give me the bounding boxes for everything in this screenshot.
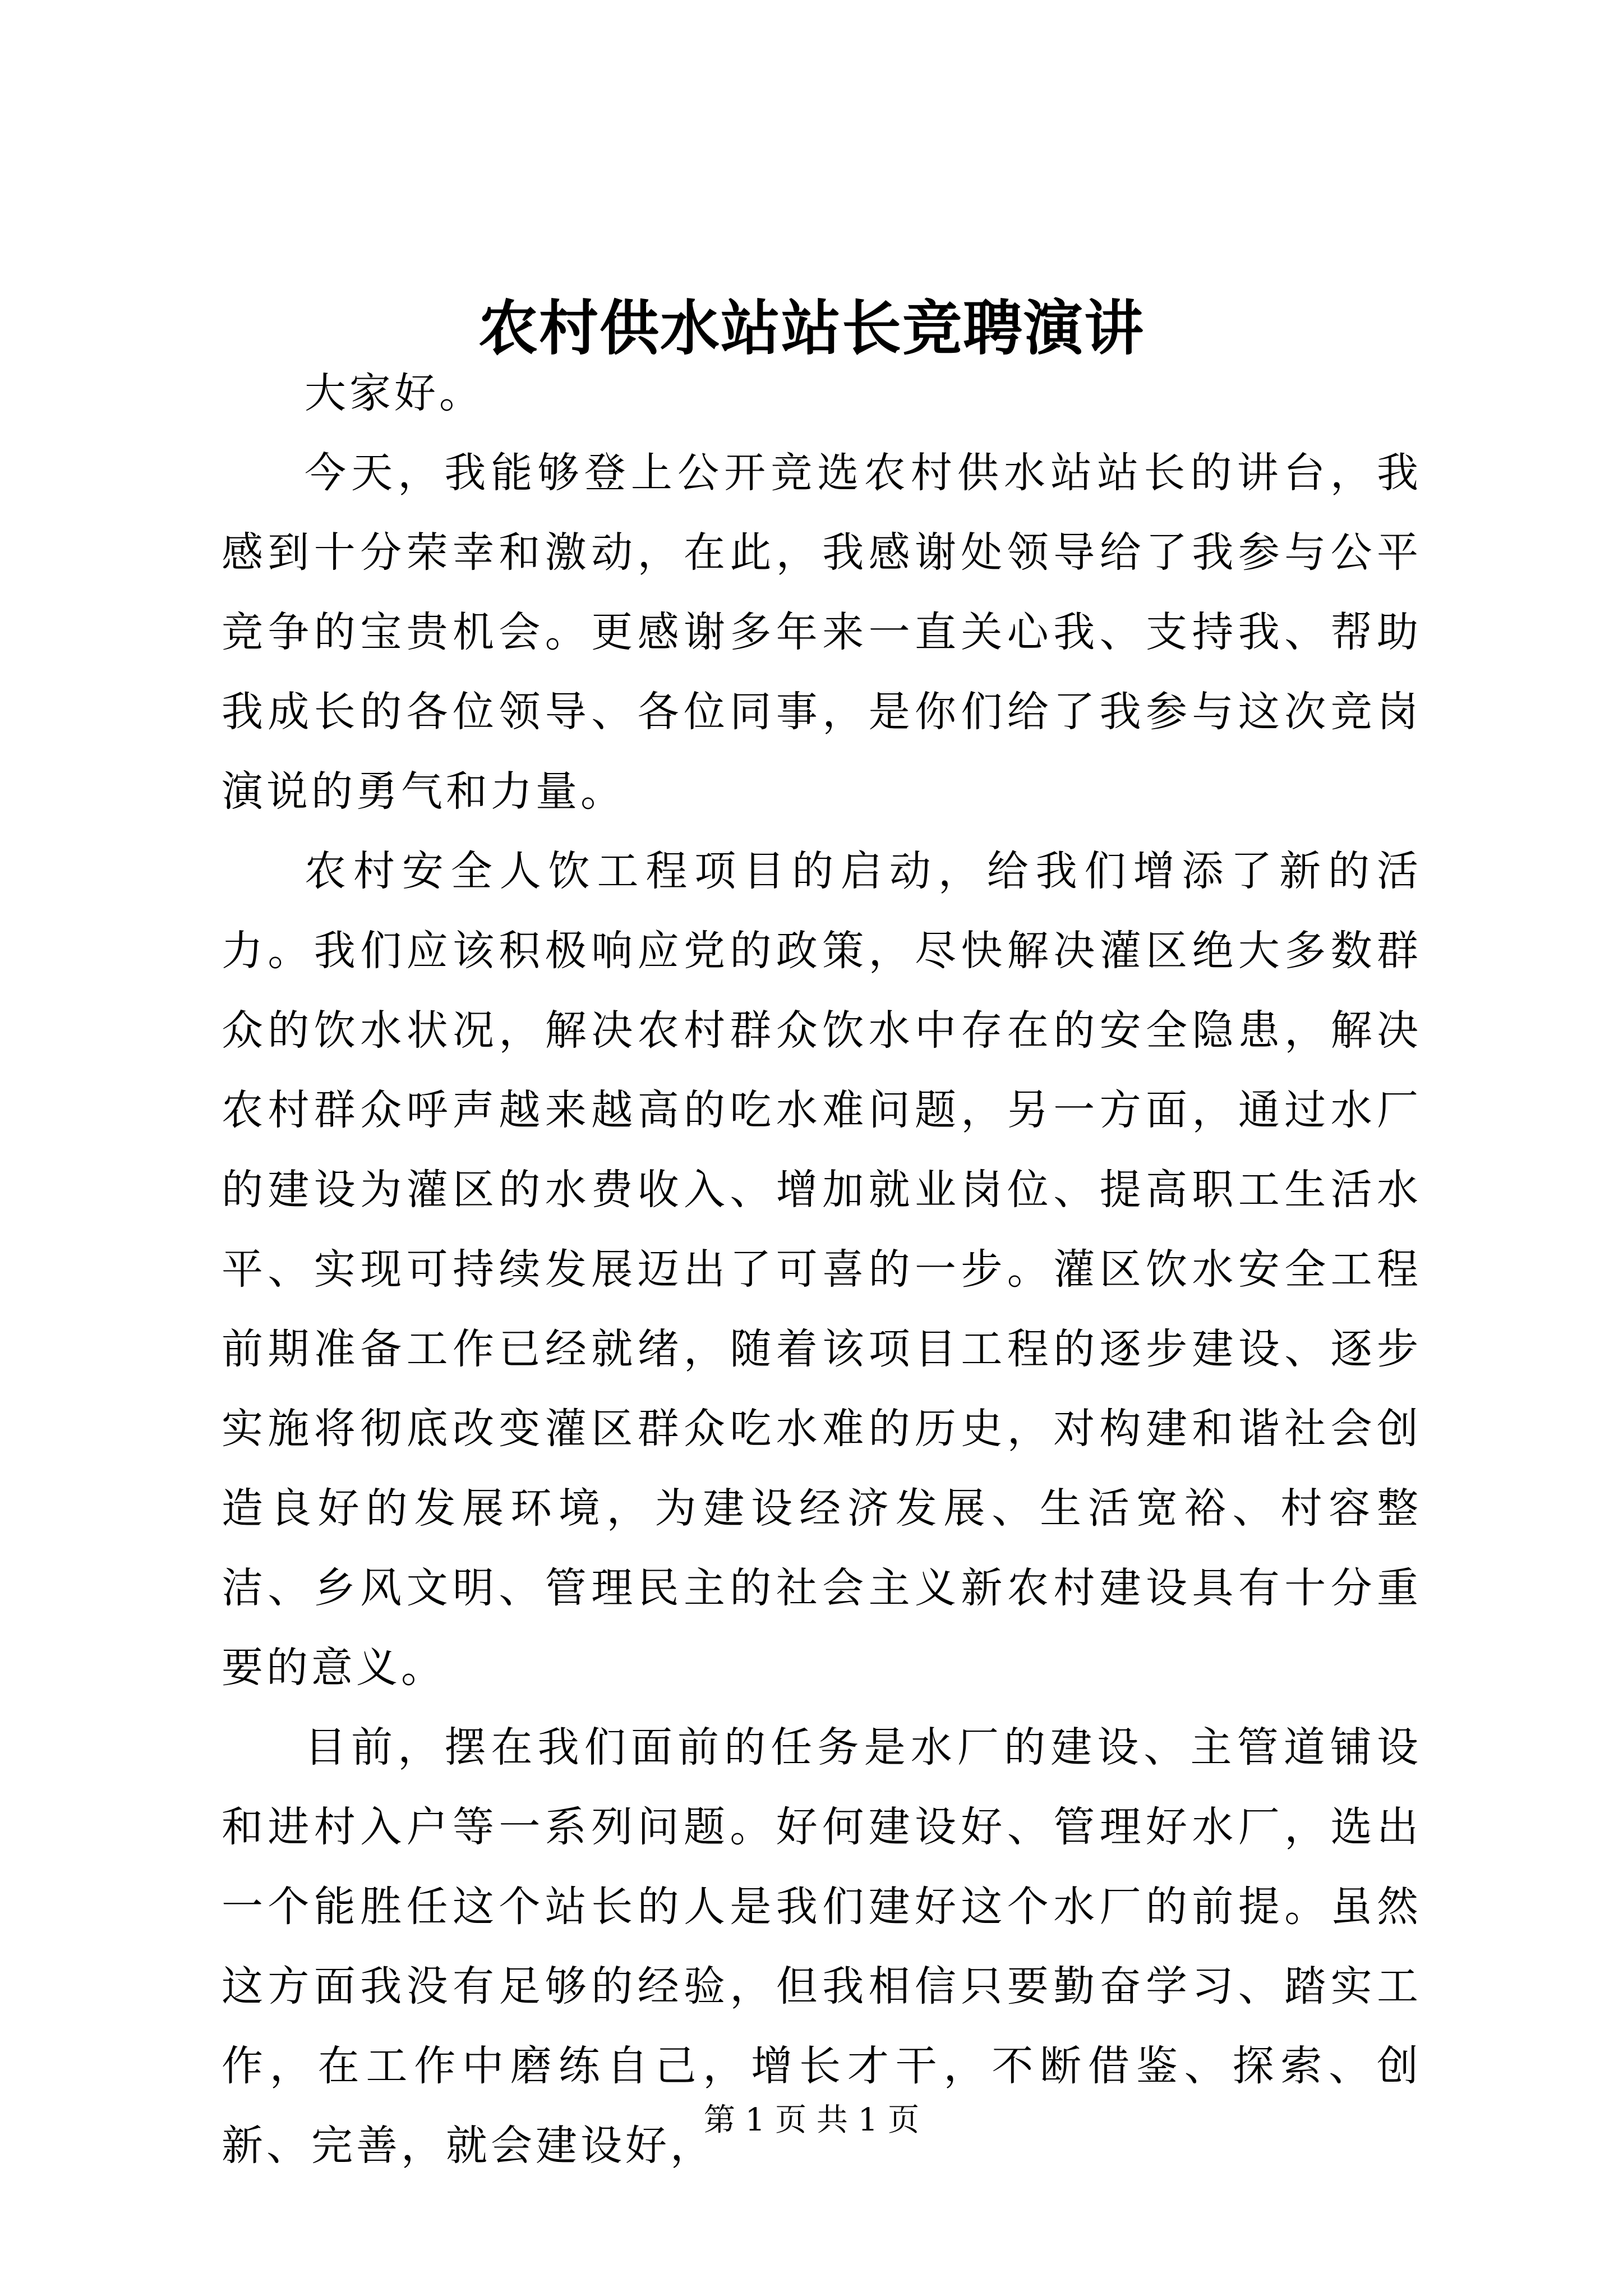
document-body xyxy=(222,353,1422,2185)
paragraph-greeting: 大家好。 xyxy=(305,369,484,417)
paragraph-gratitude: 今天，我能够登上公开竞选农村供水站站长的讲台，我感到十分荣幸和激动，在此，我感谢处领导给了我参与公平竞争的宝贵机会。更感谢多年来一直关心我、支持我、帮助我成长的各位领导、各位同事，是你们给了我参与这次竞岗演说的勇气和力量。 xyxy=(222,449,1422,816)
document-title: 农村供水站站长竞聘演讲 xyxy=(478,293,1145,363)
page-number-footer: 第 1 页 共 1 页 xyxy=(703,2102,920,2138)
paragraph-project: 农村安全人饮工程项目的启动，给我们增添了新的活力。我们应该积极响应党的政策，尽快解决灌区绝大多数群众的饮水状况，解决农村群众饮水中存在的安全隐患，解决农村群众呼声越来越高的吃水难问题，另一方面，通过水厂的建设为灌区的水费收入、增加就业岗位、提高职工生活水平、实现可持续发展迈出了可喜的一步。灌区饮水安全工程前期准备工作已经就绪，随着该项目工程的逐步建设、逐步实施将彻底改变灌区群众吃水难的历史，对构建和谐社会创造良好的发展环境，为建设经济发展、生活宽裕、村容整洁、乡风文明、管理民主的社会主义新农村建设具有十分重要的意义。 xyxy=(222,847,1422,1692)
paragraph-task: 目前，摆在我们面前的任务是水厂的建设、主管道铺设和进村入户等一系列问题。好何建设好、管理好水厂，选出一个能胜任这个站长的人是我们建好这个水厂的前提。虽然这方面我没有足够的经验，但我相信只要勤奋学习、踏实工作，在工作中磨练自己，增长才干，不断借鉴、探索、创新、完善，就会建设好， xyxy=(222,1723,1422,2170)
